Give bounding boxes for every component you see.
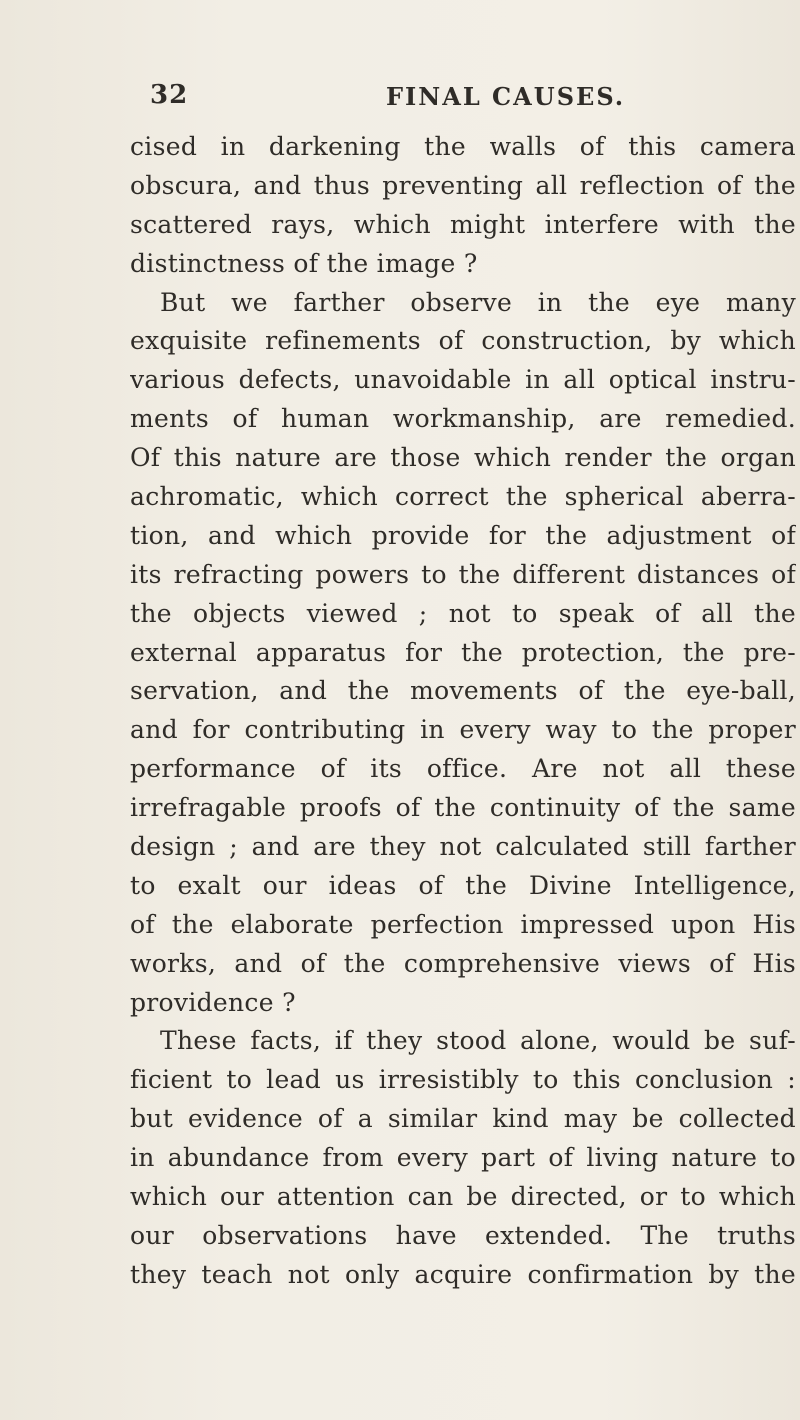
text-line: in abundance from every part of living nature to (130, 1143, 796, 1173)
running-title: FINAL CAUSES. (386, 82, 626, 111)
text-line: which our attention can be directed, or to which (130, 1182, 796, 1212)
text-line: servation, and the movements of the eye-ball, (130, 676, 796, 706)
running-head (150, 80, 790, 114)
text-line: cised in darkening the walls of this camera (130, 132, 796, 161)
text-line: ficient to lead us irresistibly to this conclusion : (130, 1065, 796, 1095)
text-line: external apparatus for the protection, the pre- (130, 637, 796, 667)
text-line: distinctness of the image ? (130, 248, 478, 278)
text-line: its refracting powers to the different distances of (130, 559, 796, 589)
body-text (130, 128, 796, 1295)
text-line: various defects, unavoidable in all optical instru- (130, 365, 796, 395)
paragraph-start-line: But we farther observe in the eye many (160, 287, 796, 317)
text-line: the objects viewed ; not to speak of all the (130, 598, 796, 628)
text-line: obscura, and thus preventing all reflection of the (130, 170, 796, 200)
text-line: and for contributing in every way to the proper (130, 715, 796, 745)
text-line: they teach not only acquire confirmation by the (130, 1259, 796, 1289)
text-line: to exalt our ideas of the Divine Intelligence, (130, 870, 796, 900)
text-line: performance of its office. Are not all these (130, 754, 796, 784)
text-line: scattered rays, which might interfere with the (130, 209, 796, 239)
text-line: Of this nature are those which render the organ (130, 443, 796, 473)
text-line: irrefragable proofs of the continuity of the same (130, 793, 796, 823)
text-line: providence ? (130, 987, 296, 1017)
text-line: but evidence of a similar kind may be collected (130, 1104, 796, 1134)
text-line: of the elaborate perfection impressed upon His (130, 909, 796, 939)
text-line: ments of human workmanship, are remedied. (130, 404, 796, 434)
text-line: tion, and which provide for the adjustment of (130, 520, 796, 550)
paragraph-start-line: These facts, if they stood alone, would be suf- (160, 1026, 796, 1056)
text-line: works, and of the comprehensive views of His (130, 948, 796, 978)
text-line: achromatic, which correct the spherical aberra- (130, 482, 796, 512)
text-line: our observations have extended. The truths (130, 1220, 796, 1250)
text-line: exquisite refinements of construction, by which (130, 326, 796, 356)
text-line: design ; and are they not calculated still farther (130, 832, 796, 862)
page-number: 32 (150, 80, 189, 110)
